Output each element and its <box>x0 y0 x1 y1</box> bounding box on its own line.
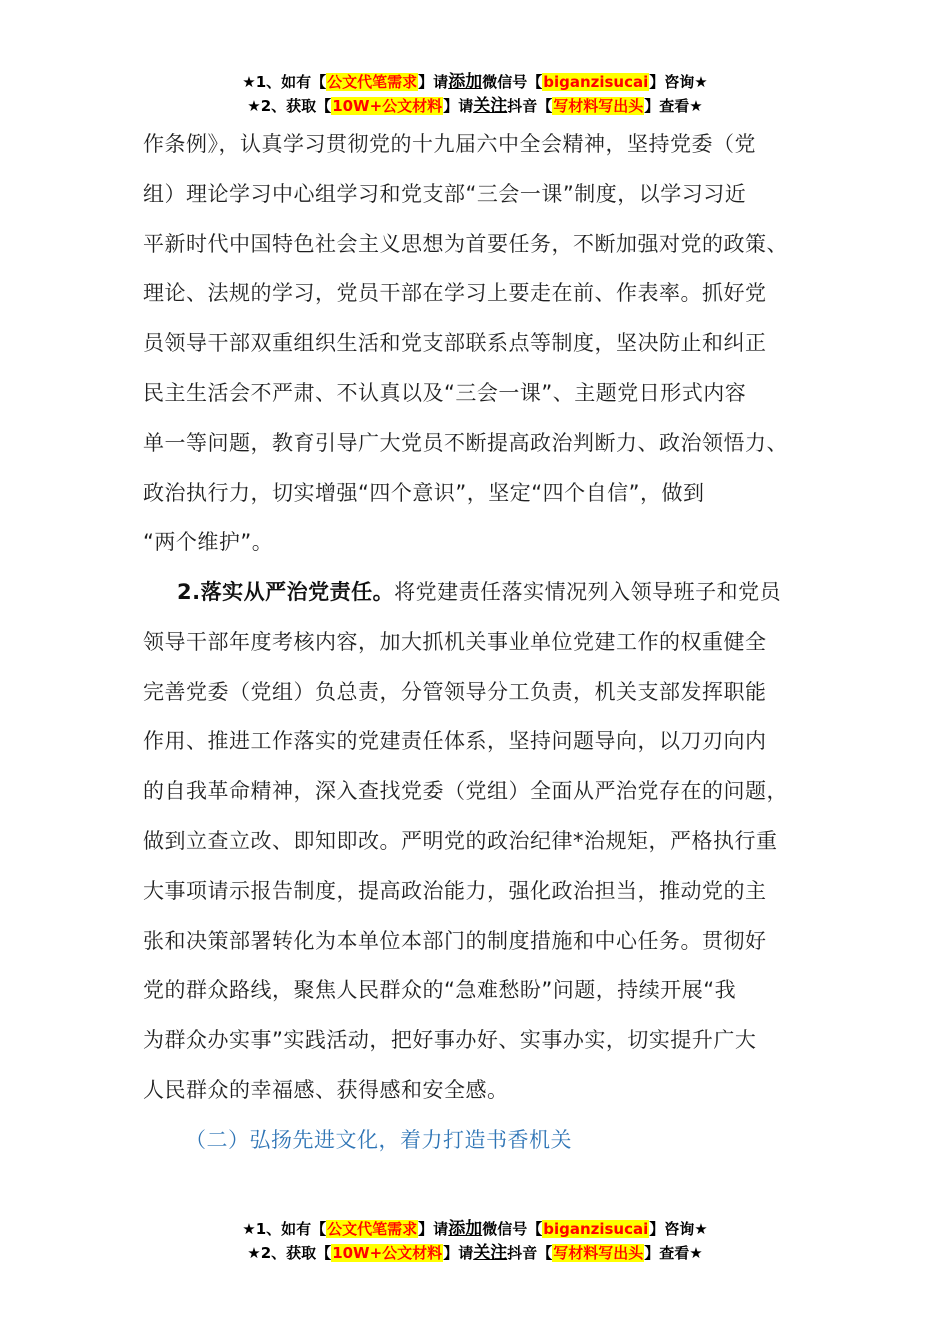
paragraph-line: 领导干部年度考核内容，加大抓机关事业单位党建工作的权重健全 <box>143 629 767 654</box>
paragraph-2 <box>143 568 823 1116</box>
paragraph-line: 人民群众的幸福感、获得感和安全感。 <box>143 1077 509 1102</box>
banner-wechat-id: biganzisucai <box>543 73 649 91</box>
banner-douyin-id: 写材料写出头 <box>553 1244 644 1262</box>
paragraph-line: 做到立查立改、即知即改。严明党的政治纪律*治规矩，严格执行重 <box>143 828 778 853</box>
banner-wechat-id: biganzisucai <box>543 1220 649 1238</box>
paragraph-line: 理论、法规的学习，党员干部在学习上要走在前、作表率。抓好党 <box>143 281 767 306</box>
paragraph-line: 为群众办实事”实践活动，把好事办好、实事办实，切实提升广大 <box>143 1028 757 1053</box>
footer-banner <box>0 1217 950 1265</box>
banner-highlight: 公文代笔需求 <box>327 73 418 91</box>
banner-line-2: ★2、获取【10W+公文材料】请关注抖音【写材料写出头】查看★ <box>247 1243 703 1263</box>
section-heading: （二）弘扬先进文化，着力打造书香机关 <box>185 1128 572 1152</box>
banner-highlight: 10W+公文材料 <box>332 97 443 115</box>
paragraph-line: 民主生活会不严肃、不认真以及“三会一课”、主题党日形式内容 <box>143 380 747 405</box>
banner-highlight: 10W+公文材料 <box>332 1244 443 1262</box>
paragraph-line: 作条例》，认真学习贯彻党的十九届六中全会精神，坚持党委（党 <box>143 132 756 156</box>
banner-line-1: ★1、如有【公文代笔需求】请添加微信号【biganzisucai】咨询★ <box>242 1219 708 1239</box>
paragraph-line: 政治执行力，切实增强“四个意识”，坚定“四个自信”，做到 <box>143 480 705 505</box>
banner-highlight: 公文代笔需求 <box>327 1220 418 1238</box>
paragraph-line: 员领导干部双重组织生活和党支部联系点等制度，坚决防止和纠正 <box>143 331 767 356</box>
paragraph-line: “两个维护”。 <box>143 530 274 555</box>
banner-line-1: ★1、如有【公文代笔需求】请添加微信号【biganzisucai】咨询★ <box>242 72 708 92</box>
paragraph-line: 大事项请示报告制度，提高政治能力，强化政治担当，推动党的主 <box>143 878 767 903</box>
banner-line-2: ★2、获取【10W+公文材料】请关注抖音【写材料写出头】查看★ <box>247 96 703 116</box>
paragraph-heading: 2.落实从严治党责任。 <box>177 580 395 604</box>
paragraph-line: 单一等问题，教育引导广大党员不断提高政治判断力、政治领悟力、 <box>143 430 788 455</box>
paragraph-line: 张和决策部署转化为本单位本部门的制度措施和中心任务。贯彻好 <box>143 928 767 953</box>
header-banner <box>0 70 950 118</box>
paragraph-first-line: 2.落实从严治党责任。将党建责任落实情况列入领导班子和党员 <box>177 580 782 604</box>
paragraph-1 <box>143 120 823 568</box>
paragraph-line: 作用、推进工作落实的党建责任体系，坚持问题导向，以刀刃向内 <box>143 729 767 754</box>
paragraph-line: 平新时代中国特色社会主义思想为首要任务，不断加强对党的政策、 <box>143 231 788 256</box>
paragraph-line: 组）理论学习中心组学习和党支部“三会一课”制度，以学习习近 <box>143 181 747 206</box>
paragraph-line: 的自我革命精神，深入查找党委（党组）全面从严治党存在的问题， <box>143 779 788 804</box>
banner-douyin-id: 写材料写出头 <box>553 97 644 115</box>
paragraph-line: 党的群众路线，聚焦人民群众的“急难愁盼”问题，持续开展“我 <box>143 978 737 1003</box>
paragraph-line: 完善党委（党组）负总责，分管领导分工负责，机关支部发挥职能 <box>143 679 767 704</box>
